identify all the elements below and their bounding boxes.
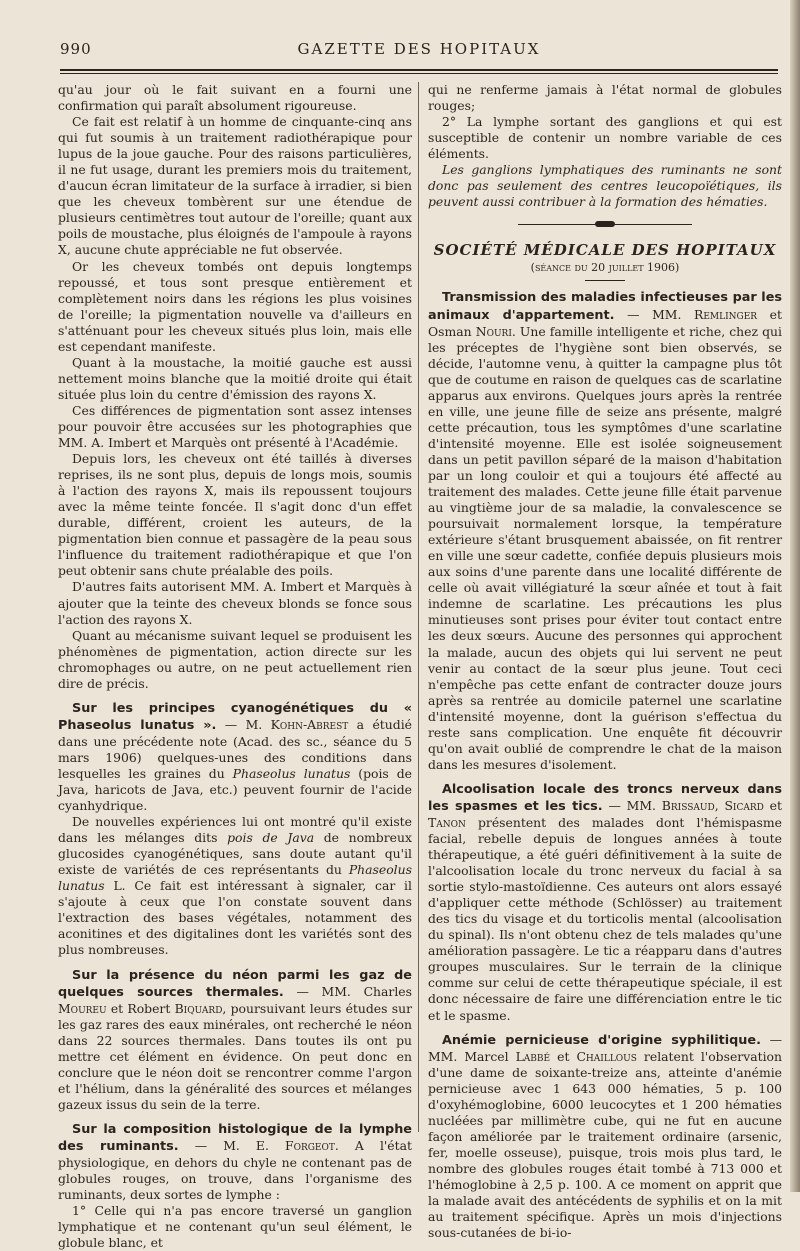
paragraph: Ce fait est relatif à un homme de cinquante-cinq ans qui fut soumis à un traitement radiothérapique pour lupus de la joue gauche. Pour des raisons particulières, il ne fut usage, durant les premiers mois du traitement, d'aucun écran limitateur de la surface à irradier, si bien que les cheveux tombèrent sur une étendue de plusieurs centimètres tout autour de l'oreille; quant aux poils de moustache, plus éloignés de l'ampoule à rayons X, aucune chute appréciable ne fut observée. (58, 114, 412, 258)
paragraph: De nouvelles expériences lui ont montré qu'il existe dans les mélanges dits pois de Java de nombreux glucosides cyanogénétiques, sans doute autant qu'il existe de variétés de ces représentants du Phaseolus lunatus L. Ce fait est intéressant à signaler, car il s'ajoute à ceux que l'on constate souvent dans l'extraction des bases végétales, notamment des aconitines et des digitalines dont les variétés sont des plus nombreuses. (58, 814, 412, 958)
paragraph-italic: Les ganglions lymphatiques des ruminants ne sont donc pas seulement des centres leucopoïétiques, ils peuvent aussi contribuer à la formation des hématies. (428, 162, 782, 210)
paragraph: qui ne renferme jamais à l'état normal de globules rouges; (428, 82, 782, 114)
header-rule-thick (60, 69, 778, 71)
paragraph: D'autres faits autorisent MM. A. Imbert et Marquès à ajouter que la teinte des cheveux blonds se fonce sous l'action des rayons X. (58, 579, 412, 627)
author-name: Chaillous (576, 1048, 637, 1064)
author-name: Brissaud (661, 797, 715, 813)
section-title: SOCIÉTÉ MÉDICALE DES HOPITAUX (433, 241, 777, 260)
header-rule-thin (60, 73, 778, 74)
article-heading: Sur la composition histologique de la lymphe des ruminants. (58, 1121, 412, 1154)
short-divider (585, 280, 625, 281)
paragraph: 2° La lymphe sortant des ganglions et qui est susceptible de contenir un nombre variable de ces éléments. (428, 114, 782, 162)
paragraph: Depuis lors, les cheveux ont été taillés à diverses reprises, ils ne sont plus, depuis de longs mois, soumis à l'action des rayons X, mais ils repoussent toujours avec la même teinte foncée. Il s'agit donc d'un effet durable, différent, croient les auteurs, de la pigmentation bien connue et passagère de la peau sous l'influence du traitement radiothérapique et que l'on peut obtenir sans chute préalable des poils. (58, 451, 412, 579)
article-heading: Transmission des maladies infectieuses par les animaux d'appartement. (428, 290, 782, 323)
author-name: Nouri (475, 323, 512, 339)
paragraph: Or les cheveux tombés ont depuis longtemps repoussé, et tous sont presque entièrement et complètement noirs dans les régions les plus voisines de l'oreille; la pigmentation nouvelle va d'ailleurs en s'atténuant pour les cheveux situés plus loin, mais elle est cependant manifeste. (58, 258, 412, 354)
author-name: Biquard (174, 1000, 223, 1016)
author-name: Kohn-Abrest (270, 716, 349, 732)
journal-title: GAZETTE DES HOPITAUX (297, 40, 541, 58)
paragraph: Quant au mécanisme suivant lequel se produisent les phénomènes de pigmentation, action directe sur les chromophages ou autre, on ne peut actuellement rien dire de précis. (58, 627, 412, 691)
paragraph: Quant à la moustache, la moitié gauche est aussi nettement moins blanche que la moitié droite qui était située plus loin du centre d'émission des rayons X. (58, 354, 412, 402)
article-heading: Sur la présence du néon parmi les gaz de quelques sources thermales. (58, 967, 412, 1000)
article-anemie: Anémie pernicieuse d'origine syphilitique. — MM. Marcel Labbé et Chaillous relatent l'observation d'une dame de soixante-treize ans, atteinte d'anémie pernicieuse avec 1 643 000 hématies, 5 p. 100 d'oxyhémoglobine, 6000 leucocytes et 1 200 hématies nucléées par millimètre cube, qui ne fut en aucune façon améliorée par le traitement ordinaire (arsenic, fer, moelle osseuse), puisque, trois mois plus tard, le nombre des globules rouges était tombé à 713 000 et l'hémoglobine à 2,5 p. 100. A ce moment on apprit que la malade avait des antécédents de syphilis et on la mit au traitement spécifique. Après un mois d'injections sous-cutanées de bi-io- (428, 1031, 782, 1241)
author-name: Sicard (724, 797, 764, 813)
section-ornament (428, 220, 782, 228)
paragraph: 1° Celle qui n'a pas encore traversé un ganglion lymphatique et ne contenant qu'un seul élément, le globule blanc, et (58, 1203, 412, 1251)
author-name: Labbé (515, 1048, 551, 1064)
author-name: Moureu (58, 1000, 107, 1016)
article-heading: Alcoolisation locale des troncs nerveux dans les spasmes et les tics. (428, 781, 782, 814)
page-header (60, 40, 778, 64)
paragraph: qu'au jour où le fait suivant en a fourni une confirmation qui paraît absolument rigoureuse. (58, 82, 412, 114)
author-name: Remlinger (694, 306, 758, 322)
session-date: (séance du 20 juillet 1906) (530, 261, 680, 275)
author-name: Forgeot (284, 1138, 335, 1153)
article-heading: Anémie pernicieuse d'origine syphilitique. (442, 1032, 761, 1048)
author-name: Tanon (428, 814, 466, 830)
page-edge-shadow (790, 0, 800, 1192)
left-column (58, 82, 412, 1251)
article-transmission: Transmission des maladies infectieuses par les animaux d'appartement. — MM. Remlinger et Osman Nouri. Une famille intelligente et riche, chez qui les préceptes de l'hygiène sont bien observés, se décide, l'automne venu, à quitter la campagne plus tôt que de coutume en raison de quelques cas de scarlatine apparus aux environs. Quelques jours après la rentrée en ville, une jeune fille de seize ans présente, malgré cette précaution, tous les symptômes d'une scarlatine d'intensité moyenne. Elle est isolée soigneusement dans un petit pavillon séparé de la maison d'habitation par un long couloir et qui a toujours été affecté au traitement des malades. Cette jeune fille était parvenue au vingtième jour de sa maladie, la convalescence se poursuivait normalement lorsque, la température extérieure s'étant brusquement abaissée, on fit rentrer en ville une sœur cadette, confiée depuis plusieurs mois aux soins d'une parente dans une localité différente de celle où avait villégiaturé la sœur aînée et tout à fait indemne de scarlatine. Les précautions les plus minutieuses sont prises pour éviter tout contact entre les deux sœurs. Aucune des personnes qui approchent la malade, aucun des objets qui lui servent ne peut venir au contact de la sœur plus jeune. Tout ceci n'empêche pas cette enfant de contracter douze jours après sa rentrée au domicile paternel une scarlatine d'intensité moyenne, dont la guérison s'effectua du reste sans complication. Une enquête fit découvrir qu'on avait oublié de comprendre le chat de la maison dans les mesures d'isolement. (428, 290, 783, 772)
column-separator (418, 82, 419, 1132)
right-column (428, 82, 782, 1241)
article-neon: Sur la présence du néon parmi les gaz de quelques sources thermales. — MM. Charles Moureu et Robert Biquard, poursuivant leurs études sur les gaz rares des eaux minérales, ont recherché le néon dans 22 sources thermales. Dans toutes ils ont pu mettre cet élément en évidence. On peut donc en conclure que le néon doit se rencontrer comme l'argon et l'hélium, dans la généralité des sources et mélanges gazeux issus du sein de la terre. (58, 967, 412, 1112)
article-lymphe: Sur la composition histologique de la lymphe des ruminants. — M. E. Forgeot. A l'état physiologique, en dehors du chyle ne contenant pas de globules rouges, on trouve, dans l'organisme des ruminants, deux sortes de lymphe : (58, 1121, 412, 1203)
page-number: 990 (60, 40, 92, 58)
article-heading: Sur les principes cyanogénétiques du « Phaseolus lunatus ». (58, 700, 412, 733)
article-alcoolisation: Alcoolisation locale des troncs nerveux dans les spasmes et les tics. — MM. Brissaud, Sicard et Tanon présentent des malades dont l'hémispasme facial, rebelle depuis de longues années à toute thérapeutique, a été guéri définitivement à la suite de l'alcoolisation locale du tronc nerveux du facial à sa sortie stylo-mastoïdienne. Ces auteurs ont alors essayé d'appliquer cette méthode (Schlösser) au traitement des tics du visage et du torticolis mental (alcoolisation du spinal). Ils n'ont obtenu chez de tels malades qu'une amélioration passagère. Le tic a réapparu dans d'autres groupes musculaires. Sur le terrain de la clinique comme sur celui de cette thérapeutique spéciale, il est donc nécessaire de faire une différenciation entre le tic et le spasme. (428, 781, 782, 1023)
article-phaseolus: Sur les principes cyanogénétiques du « Phaseolus lunatus ». — M. Kohn-Abrest a étudié dans une précédente note (Acad. des sc., séance du 5 mars 1906) quelques-unes des conditions dans lesquelles les graines du Phaseolus lunatus (pois de Java, haricots de Java, etc.) peuvent fournir de l'acide cyanhydrique. (58, 700, 412, 814)
paragraph: Ces différences de pigmentation sont assez intenses pour pouvoir être accusées sur les photographies que MM. A. Imbert et Marquès ont présenté à l'Académie. (58, 402, 412, 451)
